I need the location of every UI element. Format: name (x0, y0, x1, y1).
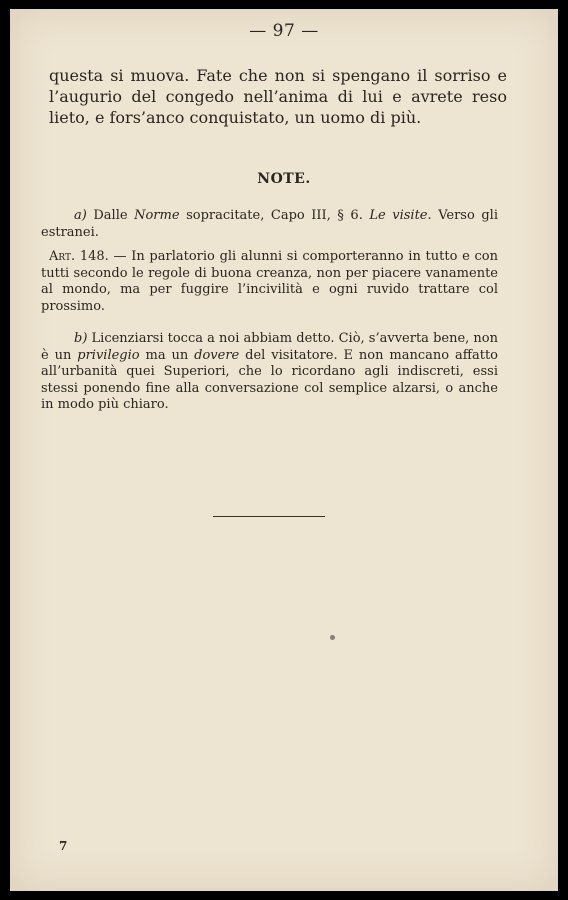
book-page (10, 9, 558, 891)
note-a-marker: a) (74, 208, 87, 223)
paper-speck (330, 635, 335, 640)
note-a-norme: Norme (134, 208, 180, 223)
notes-heading: NOTE. (257, 171, 311, 187)
page-number: — 97 — (249, 21, 319, 41)
note-a-text-1: Dalle (86, 208, 135, 223)
note-a-text-2: sopracitate, Capo III, § 6. (179, 208, 370, 223)
section-end-rule (213, 516, 325, 517)
note-b-dovere: dovere (194, 347, 240, 363)
note-a (41, 208, 498, 241)
article-text: — In parlatorio gli alunni si comporteranno in tutto e con tutti secondo le regole di buona creanza, non per piacere vanamente al mondo, ma per fuggire l’incivilità e ogni ruvido trattare col prossimo. (41, 249, 498, 314)
note-b-text-1: Licenziarsi tocca a noi abbiam detto. Ciò, s’avverta bene, non è un (41, 331, 498, 363)
note-b (41, 331, 498, 414)
note-b-text-2: ma un (139, 347, 195, 363)
note-a-le-visite: Le visite. (369, 208, 432, 223)
note-b-text-3: del visitatore. E non mancano affatto all’urbanità quei Superiori, che lo ricordano agli indiscreti, essi stessi ponendo fine alla conversazione col semplice alzarsi, o anche in modo più chiaro. (41, 347, 498, 412)
signature-mark: 7 (59, 839, 68, 853)
main-paragraph: questa si muova. Fate che non si spengano il sorriso e l’augurio del congedo nell’anima di lui e avrete reso lieto, e fors’anco conquistato, un uomo di più. (49, 66, 507, 127)
note-b-marker: b) (74, 331, 88, 346)
article-label: Art. 148. (49, 249, 109, 264)
note-b-privilegio: privilegio (77, 347, 140, 363)
note-a-text-3: Verso gli estranei. (41, 208, 498, 240)
note-art-148 (41, 249, 498, 315)
